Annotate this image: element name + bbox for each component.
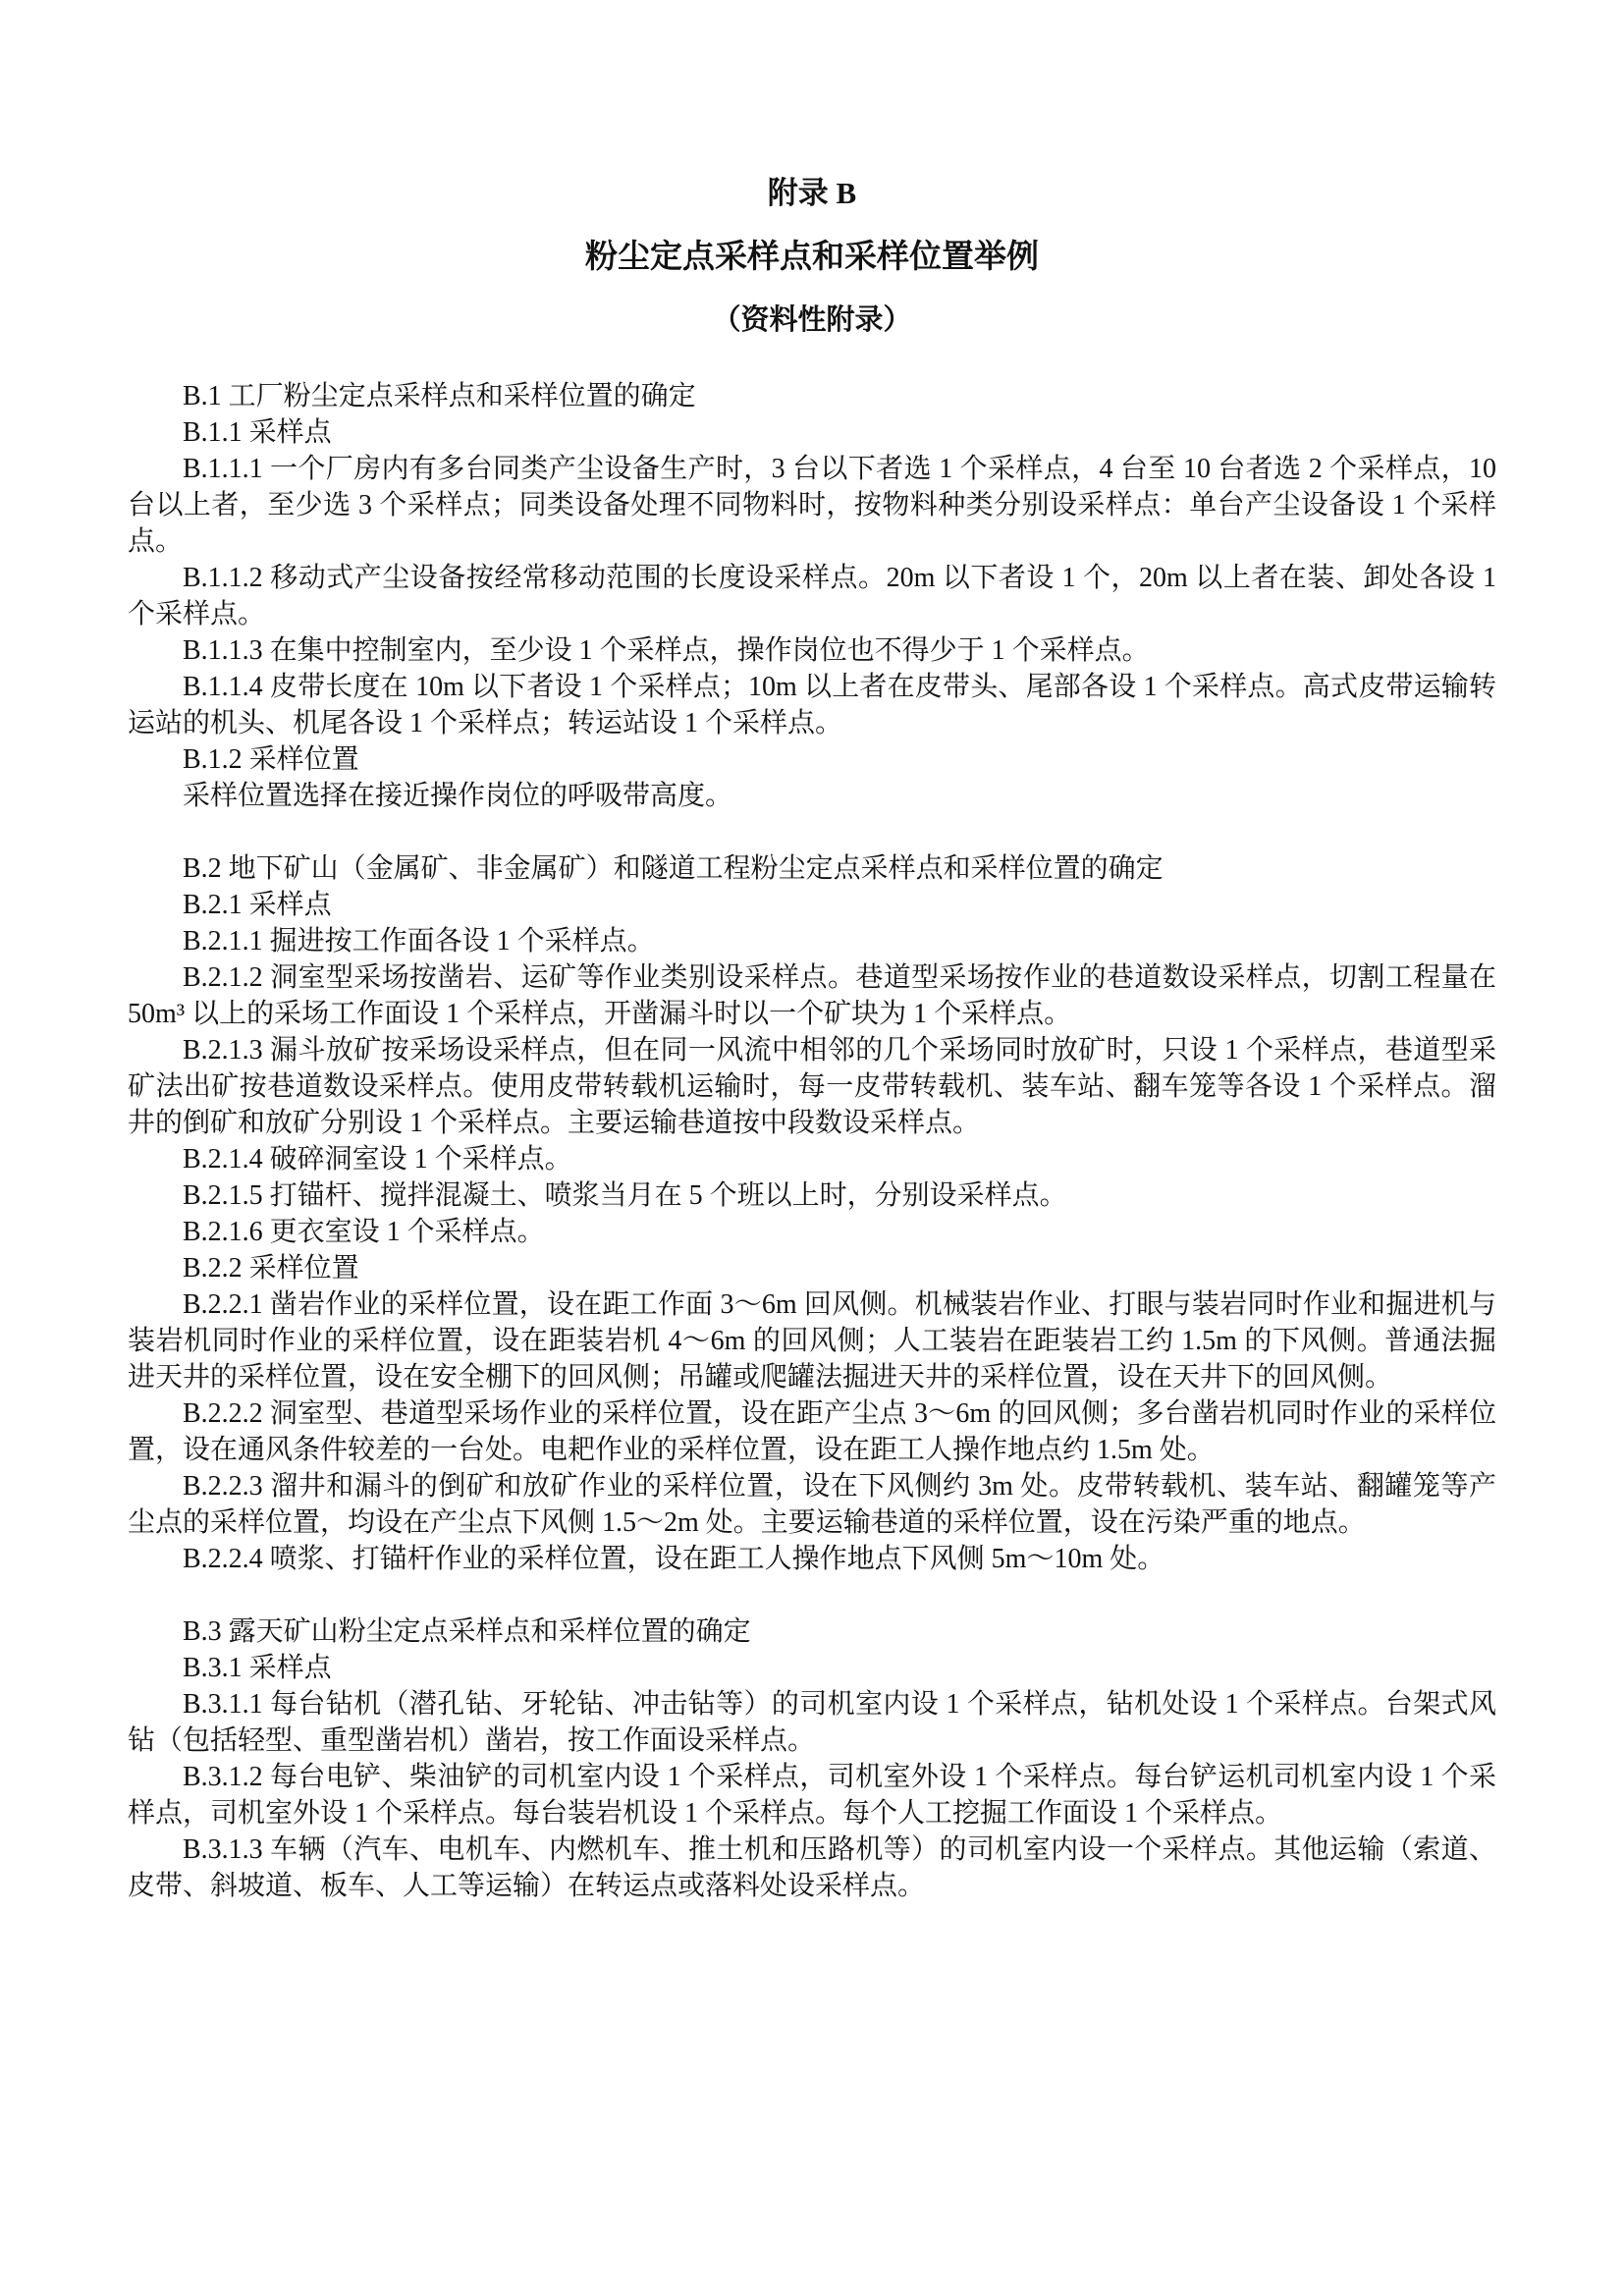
document-subtitle: （资料性附录）	[712, 304, 912, 336]
section-b3	[128, 1613, 1496, 1904]
heading-b2: B.2 地下矿山（金属矿、非金属矿）和隧道工程粉尘定点采样点和采样位置的确定	[183, 853, 1164, 884]
para-b1-1-1: B.1.1.1 一个厂房内有多台同类产尘设备生产时，3 台以下者选 1 个采样点，4 台至 10 台者选 2 个采样点，10 台以上者，至少选 3 个采样点；同类设备处理不同物料时，按物料种类分别设采样点：单台产尘设备设 1 个采样点。	[128, 454, 1496, 557]
para-b2-1-4: B.2.1.4 破碎洞室设 1 个采样点。	[183, 1144, 572, 1175]
para-b2-1-5: B.2.1.5 打锚杆、搅拌混凝土、喷浆当月在 5 个班以上时，分别设采样点。	[183, 1180, 1067, 1211]
para-b2-1-3: B.2.1.3 漏斗放矿按采场设采样点，但在同一风流中相邻的几个采场同时放矿时，只设 1 个采样点，巷道型采矿法出矿按巷道数设采样点。使用皮带转载机运输时，每一皮带转载机、装车站、翻车笼等各设 1 个采样点。溜井的倒矿和放矿分别设 1 个采样点。主要运输巷道按中段数设采样点。	[128, 1035, 1496, 1138]
para-b1-1-2: B.1.1.2 移动式产尘设备按经常移动范围的长度设采样点。20m 以下者设 1 个，20m 以上者在装、卸处各设 1 个采样点。	[128, 563, 1496, 629]
para-b3-1-2: B.3.1.2 每台电铲、柴油铲的司机室内设 1 个采样点，司机室外设 1 个采样点。每台铲运机司机室内设 1 个采样点，司机室外设 1 个采样点。每台装岩机设 1 个采样点。每个人工挖掘工作面设 1 个采样点。	[128, 1762, 1496, 1829]
heading-b1-2: B.1.2 采样位置	[183, 744, 359, 775]
heading-b2-1: B.2.1 采样点	[183, 890, 332, 920]
heading-b2-2: B.2.2 采样位置	[183, 1253, 359, 1284]
para-b1-2-text: 采样位置选择在接近操作岗位的呼吸带高度。	[183, 781, 733, 811]
para-b2-1-1: B.2.1.1 掘进按工作面各设 1 个采样点。	[183, 926, 655, 957]
section-b2	[128, 850, 1496, 1577]
heading-b1-1: B.1.1 采样点	[183, 417, 332, 448]
para-b1-1-3: B.1.1.3 在集中控制室内，至少设 1 个采样点，操作岗位也不得少于 1 个采样点。	[183, 635, 1150, 666]
document-title: 粉尘定点采样点和采样位置举例	[585, 240, 1039, 275]
document-header	[128, 175, 1496, 339]
heading-b3: B.3 露天矿山粉尘定点采样点和采样位置的确定	[183, 1616, 751, 1647]
heading-b1: B.1 工厂粉尘定点采样点和采样位置的确定	[183, 381, 696, 411]
para-b2-2-4: B.2.2.4 喷浆、打锚杆作业的采样位置，设在距工人操作地点下风侧 5m～10m 处。	[183, 1544, 1165, 1574]
heading-b3-1: B.3.1 采样点	[183, 1653, 332, 1683]
para-b2-2-3: B.2.2.3 溜井和漏斗的倒矿和放矿作业的采样位置，设在下风侧约 3m 处。皮带转载机、装车站、翻罐笼等产尘点的采样位置，均设在产尘点下风侧 1.5～2m 处。主要运输巷道的采样位置，设在污染严重的地点。	[128, 1471, 1496, 1538]
para-b2-1-2: B.2.1.2 洞室型采场按凿岩、运矿等作业类别设采样点。巷道型采场按作业的巷道数设采样点，切割工程量在 50m³ 以上的采场工作面设 1 个采样点，开凿漏斗时以一个矿块为 1 个采样点。	[128, 962, 1496, 1029]
para-b2-2-2: B.2.2.2 洞室型、巷道型采场作业的采样位置，设在距产尘点 3～6m 的回风侧；多台凿岩机同时作业的采样位置，设在通风条件较差的一台处。电耙作业的采样位置，设在距工人操作地点约 1.5m 处。	[128, 1398, 1496, 1465]
appendix-label: 附录 B	[767, 176, 857, 210]
para-b2-2-1: B.2.2.1 凿岩作业的采样位置，设在距工作面 3～6m 回风侧。机械装岩作业、打眼与装岩同时作业和掘进机与装岩机同时作业的采样位置，设在距装岩机 4～6m 的回风侧；人工装岩在距装岩工约 1.5m 的下风侧。普通法掘进天井的采样位置，设在安全棚下的回风侧；吊罐或爬罐法掘进天井的采样位置，设在天井下的回风侧。	[128, 1289, 1496, 1393]
section-b1	[128, 378, 1496, 814]
para-b3-1-1: B.3.1.1 每台钻机（潜孔钻、牙轮钻、冲击钻等）的司机室内设 1 个采样点，钻机处设 1 个采样点。台架式风钻（包括轻型、重型凿岩机）凿岩，按工作面设采样点。	[128, 1689, 1496, 1756]
para-b3-1-3: B.3.1.3 车辆（汽车、电机车、内燃机车、推土机和压路机等）的司机室内设一个采样点。其他运输（索道、皮带、斜坡道、板车、人工等运输）在转运点或落料处设采样点。	[128, 1834, 1496, 1901]
para-b1-1-4: B.1.1.4 皮带长度在 10m 以下者设 1 个采样点；10m 以上者在皮带头、尾部各设 1 个采样点。高式皮带运输转运站的机头、机尾各设 1 个采样点；转运站设 1 个采样点。	[128, 672, 1496, 738]
para-b2-1-6: B.2.1.6 更衣室设 1 个采样点。	[183, 1217, 545, 1247]
